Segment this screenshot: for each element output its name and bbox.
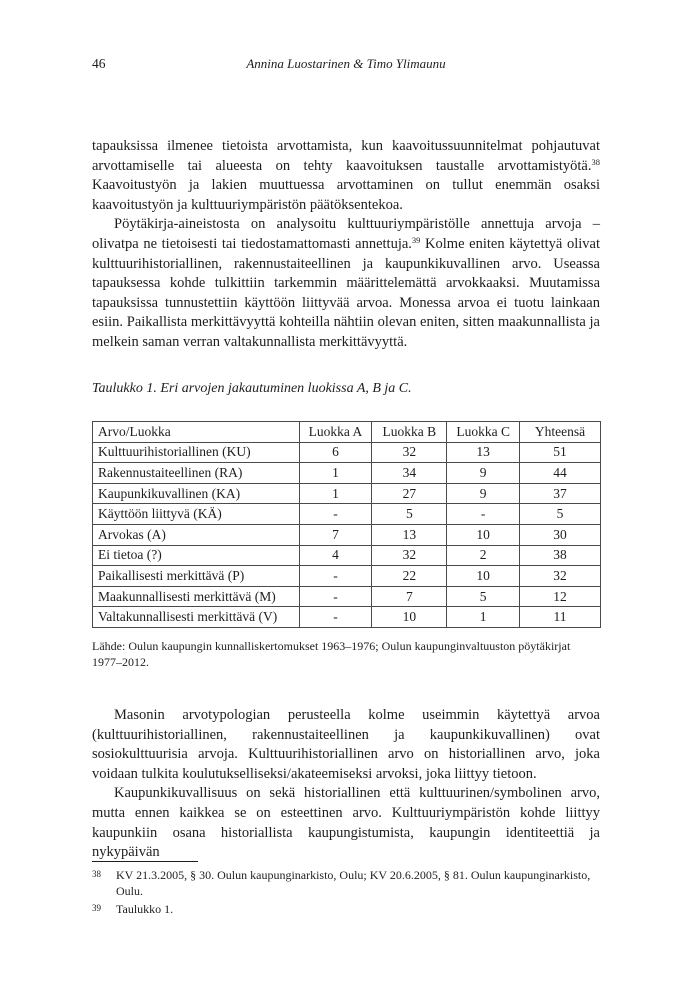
table-row <box>93 545 601 566</box>
table-cell: - <box>447 504 520 525</box>
column-header: Luokka C <box>447 422 520 443</box>
footnote-number: 39 <box>92 903 101 913</box>
table-cell: - <box>299 566 372 587</box>
row-label: Rakennustaiteellinen (RA) <box>93 463 300 484</box>
table-row <box>93 442 601 463</box>
table-cell: 32 <box>372 545 447 566</box>
running-head: Annina Luostarinen & Timo Ylimaunu <box>246 56 446 71</box>
table-cell: 34 <box>372 463 447 484</box>
table-row <box>93 463 601 484</box>
table-cell: 9 <box>447 463 520 484</box>
row-label: Ei tietoa (?) <box>93 545 300 566</box>
row-label: Maakunnallisesti merkittävä (M) <box>93 586 300 607</box>
table-cell: 13 <box>447 442 520 463</box>
table-cell: 30 <box>520 524 601 545</box>
table-cell: - <box>299 504 372 525</box>
table-cell: 5 <box>520 504 601 525</box>
table-row <box>93 607 601 628</box>
table-cell: 7 <box>299 524 372 545</box>
page-header <box>92 56 600 76</box>
table-row <box>93 566 601 587</box>
footnote <box>92 901 600 917</box>
table-cell: 1 <box>447 607 520 628</box>
footnote-ref[interactable]: 39 <box>411 234 421 245</box>
table-cell: 10 <box>447 524 520 545</box>
table-cell: 7 <box>372 586 447 607</box>
table-cell: 1 <box>299 483 372 504</box>
table-cell: 5 <box>447 586 520 607</box>
row-label: Valtakunnallisesti merkittävä (V) <box>93 607 300 628</box>
row-label: Paikallisesti merkittävä (P) <box>93 566 300 587</box>
footnote-divider <box>92 861 198 862</box>
table-cell: - <box>299 607 372 628</box>
row-label: Arvokas (A) <box>93 524 300 545</box>
footnotes <box>92 867 600 919</box>
table-cell: 51 <box>520 442 601 463</box>
paragraph: Pöytäkirja-aineistosta on analysoitu kulttuuriympäristölle annettuja arvoja – olivatpa ne tietoisesti tai tiedostamattomasti annettuja.$^{39}$ Kolme eniten käytettyä olivat kulttuurihistoriallinen, rakennustaiteellinen ja kaupunkikuvallinen arvo. Useassa tapauksessa kohde tulkittiin tarkemmin määrittelemättä arvokkaaksi. Muutamissa tapauksissa tunnustettiin käyttöön liittyvää arvoa. Monessa arvoa ei tuotu lainkaan esiin. Paikallista merkittävyyttä kohteilla nähtiin olevan eniten, sitten maakunnallista ja melkein saman verran valtakunnallista merkittävyyttä. <box>92 216 600 350</box>
table-row <box>93 504 601 525</box>
paragraph: Kaupunkikuvallisuus on sekä historiallinen että kulttuurinen/symbolinen arvo, mutta ennen kaikkea se on esteettinen arvo. Kulttuuriympäristön kohde liittyy kaupunkiin osana historiallista kaupungistumista, kaupungin identiteettiä ja nykypäivän <box>92 785 600 861</box>
footnote-ref[interactable]: 38 <box>591 156 600 167</box>
values-table <box>92 421 601 628</box>
table-cell: 38 <box>520 545 601 566</box>
table-cell: 10 <box>447 566 520 587</box>
table-cell: 9 <box>447 483 520 504</box>
body-text-bottom <box>92 706 600 863</box>
table-cell: 12 <box>520 586 601 607</box>
footnote-text: KV 21.3.2005, § 30. Oulun kaupunginarkisto, Oulu; KV 20.6.2005, § 81. Oulun kaupunginarkisto, Oulu. <box>116 868 591 898</box>
table-row <box>93 586 601 607</box>
table-cell: 44 <box>520 463 601 484</box>
column-header: Arvo/Luokka <box>93 422 300 443</box>
table-cell: 13 <box>372 524 447 545</box>
page-number: 46 <box>92 56 106 71</box>
table-header-row <box>93 422 601 443</box>
table-row <box>93 483 601 504</box>
footnote-text: Taulukko 1. <box>116 902 174 916</box>
column-header: Luokka B <box>372 422 447 443</box>
table-cell: - <box>299 586 372 607</box>
table-cell: 32 <box>372 442 447 463</box>
table-cell: 2 <box>447 545 520 566</box>
footnote-number: 38 <box>92 869 101 879</box>
table-cell: 27 <box>372 483 447 504</box>
row-label: Käyttöön liittyvä (KÄ) <box>93 504 300 525</box>
row-label: Kulttuurihistoriallinen (KU) <box>93 442 300 463</box>
table-source: Lähde: Oulun kaupungin kunnalliskertomukset 1963–1976; Oulun kaupunginvaltuuston pöytäkirjat 1977–2012. <box>92 639 571 669</box>
column-header: Luokka A <box>299 422 372 443</box>
table-cell: 11 <box>520 607 601 628</box>
table-cell: 37 <box>520 483 601 504</box>
paragraph: tapauksissa ilmenee tietoista arvottamista, kun kaavoitussuunnitelmat pohjautuvat arvottamiselle tai alueesta on tehty kaavoituksen taustalle arvottamistyötä.$^{38}$ Kaavoitustyön ja lakien muuttuessa arvottaminen on tullut enemmän osaksi kaavoitustyön ja kulttuuriympäristön päätöksentekoa. <box>92 138 600 213</box>
table-cell: 6 <box>299 442 372 463</box>
table-caption: Taulukko 1. Eri arvojen jakautuminen luokissa A, B ja C. <box>92 381 412 396</box>
column-header: Yhteensä <box>520 422 601 443</box>
table-cell: 1 <box>299 463 372 484</box>
row-label: Kaupunkikuvallinen (KA) <box>93 483 300 504</box>
paragraph: Masonin arvotypologian perusteella kolme useimmin käytettyä arvoa (kulttuurihistoriallinen, rakennustaiteellinen ja kaupunkikuvallinen) ovat sosiokulttuurisia arvoja. Kulttuurihistoriallinen arvo on historiallinen arvo, joka voidaan tulkita koulutukselliseksi/akateemiseksi arvoksi, joka liittyy tietoon. <box>92 707 600 782</box>
table-cell: 10 <box>372 607 447 628</box>
footnote <box>92 867 600 899</box>
table-cell: 32 <box>520 566 601 587</box>
table-cell: 5 <box>372 504 447 525</box>
table-row <box>93 524 601 545</box>
body-text-top <box>92 137 600 353</box>
table-cell: 4 <box>299 545 372 566</box>
table-cell: 22 <box>372 566 447 587</box>
